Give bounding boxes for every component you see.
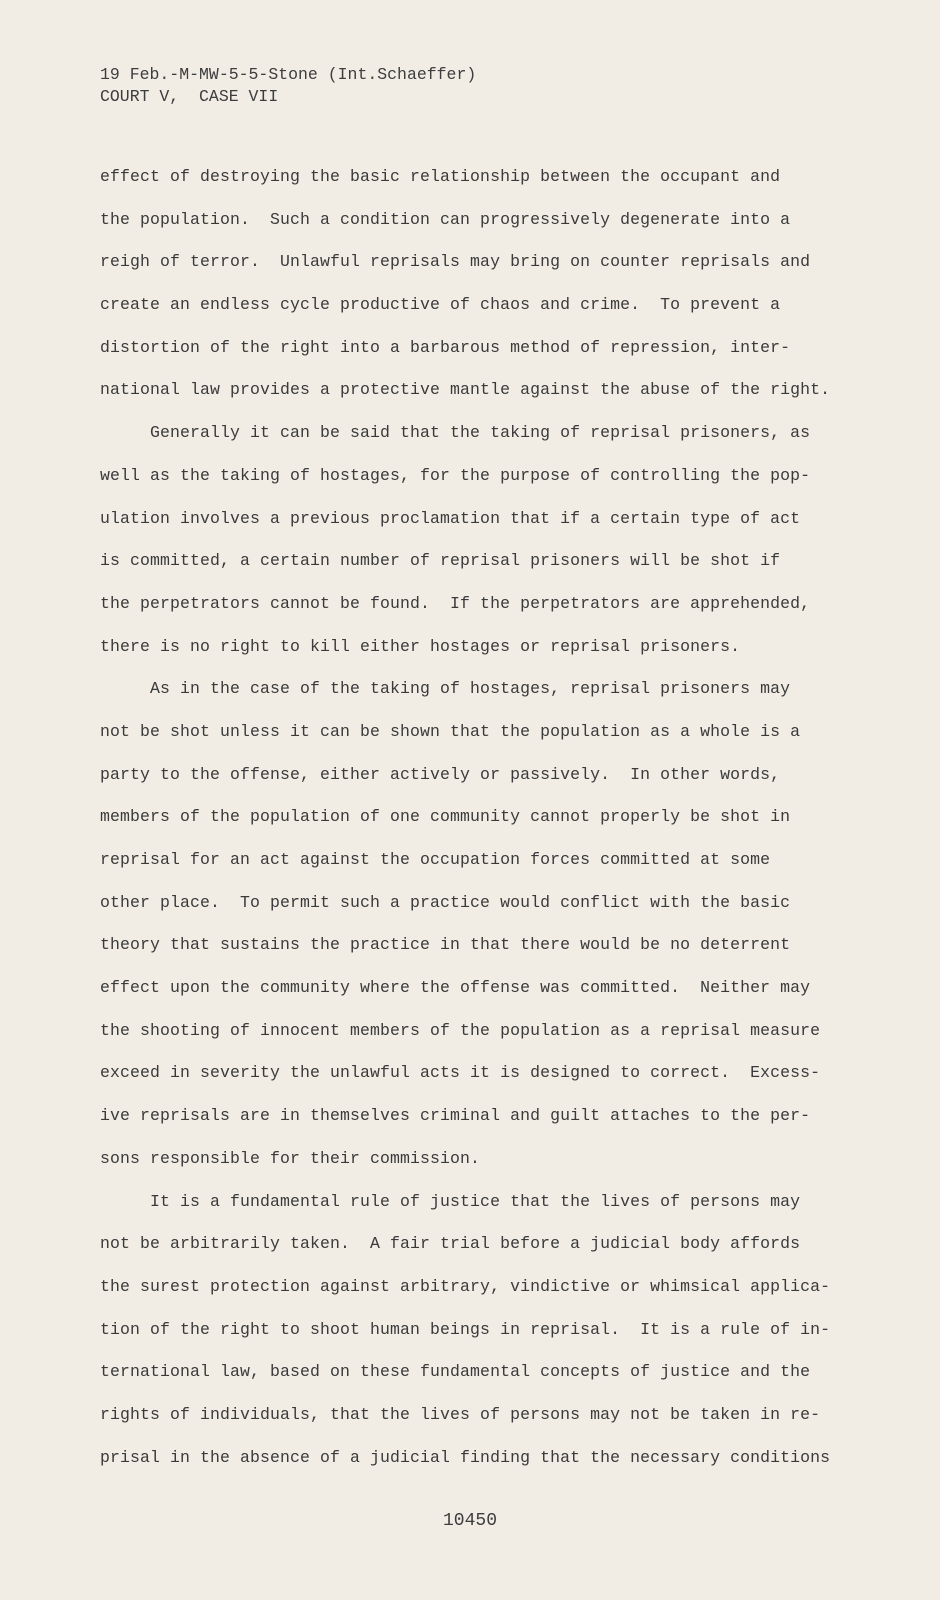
header-line-1: 19 Feb.-M-MW-5-5-Stone (Int.Schaeffer): [100, 65, 477, 84]
text-line: other place. To permit such a practice would conflict with the basic: [100, 892, 791, 912]
text-line: not be arbitrarily taken. A fair trial before a judicial body affords: [100, 1234, 801, 1254]
text-line: national law provides a protective mantle against the abuse of the right.: [100, 380, 831, 400]
header-line-2: COURT V, CASE VII: [100, 87, 279, 106]
text-line: reprisal for an act against the occupation forces committed at some: [100, 850, 771, 869]
text-line: distortion of the right into a barbarous method of repression, inter-: [100, 337, 791, 357]
text-line: ulation involves a previous proclamation that if a certain type of act: [100, 508, 801, 528]
document-header: [100, 64, 476, 108]
text-line: there is no right to kill either hostages or reprisal prisoners.: [100, 636, 741, 656]
page-number: 10450: [442, 1511, 497, 1531]
text-line: tion of the right to shoot human beings in reprisal. It is a rule of in-: [100, 1319, 831, 1339]
text-line: ive reprisals are in themselves criminal and guilt attaches to the per-: [100, 1106, 811, 1126]
text-line: the population. Such a condition can progressively degenerate into a: [100, 209, 791, 229]
text-line: It is a fundamental rule of justice that the lives of persons may: [100, 1191, 801, 1211]
text-line: create an endless cycle productive of chaos and crime. To prevent a: [100, 295, 781, 315]
text-line: is committed, a certain number of reprisal prisoners will be shot if: [100, 551, 781, 571]
text-line: Generally it can be said that the taking of reprisal prisoners, as: [100, 423, 811, 443]
text-line: not be shot unless it can be shown that the population as a whole is a: [100, 721, 801, 741]
text-line: prisal in the absence of a judicial finding that the necessary conditions: [100, 1447, 831, 1467]
text-line: effect of destroying the basic relationship between the occupant and: [100, 167, 781, 186]
text-line: effect upon the community where the offense was committed. Neither may: [100, 978, 811, 998]
text-line: sons responsible for their commission.: [100, 1148, 481, 1168]
text-line: the surest protection against arbitrary, vindictive or whimsical applica-: [100, 1276, 831, 1296]
text-line: exceed in severity the unlawful acts it is designed to correct. Excess-: [100, 1063, 821, 1083]
text-line: the perpetrators cannot be found. If the perpetrators are apprehended,: [100, 593, 811, 613]
text-line: the shooting of innocent members of the population as a reprisal measure: [100, 1020, 821, 1040]
text-line: members of the population of one community cannot properly be shot in: [100, 807, 791, 827]
text-line: rights of individuals, that the lives of persons may not be taken in re-: [100, 1404, 821, 1424]
text-line: well as the taking of hostages, for the purpose of controlling the pop-: [100, 465, 811, 485]
text-line: As in the case of the taking of hostages, reprisal prisoners may: [100, 679, 791, 699]
text-line: ternational law, based on these fundamental concepts of justice and the: [100, 1362, 811, 1382]
text-line: party to the offense, either actively or passively. In other words,: [100, 764, 781, 784]
text-line: theory that sustains the practice in that there would be no deterrent: [100, 935, 791, 955]
text-line: reigh of terror. Unlawful reprisals may bring on counter reprisals and: [100, 252, 811, 272]
body-text: [100, 166, 880, 1489]
